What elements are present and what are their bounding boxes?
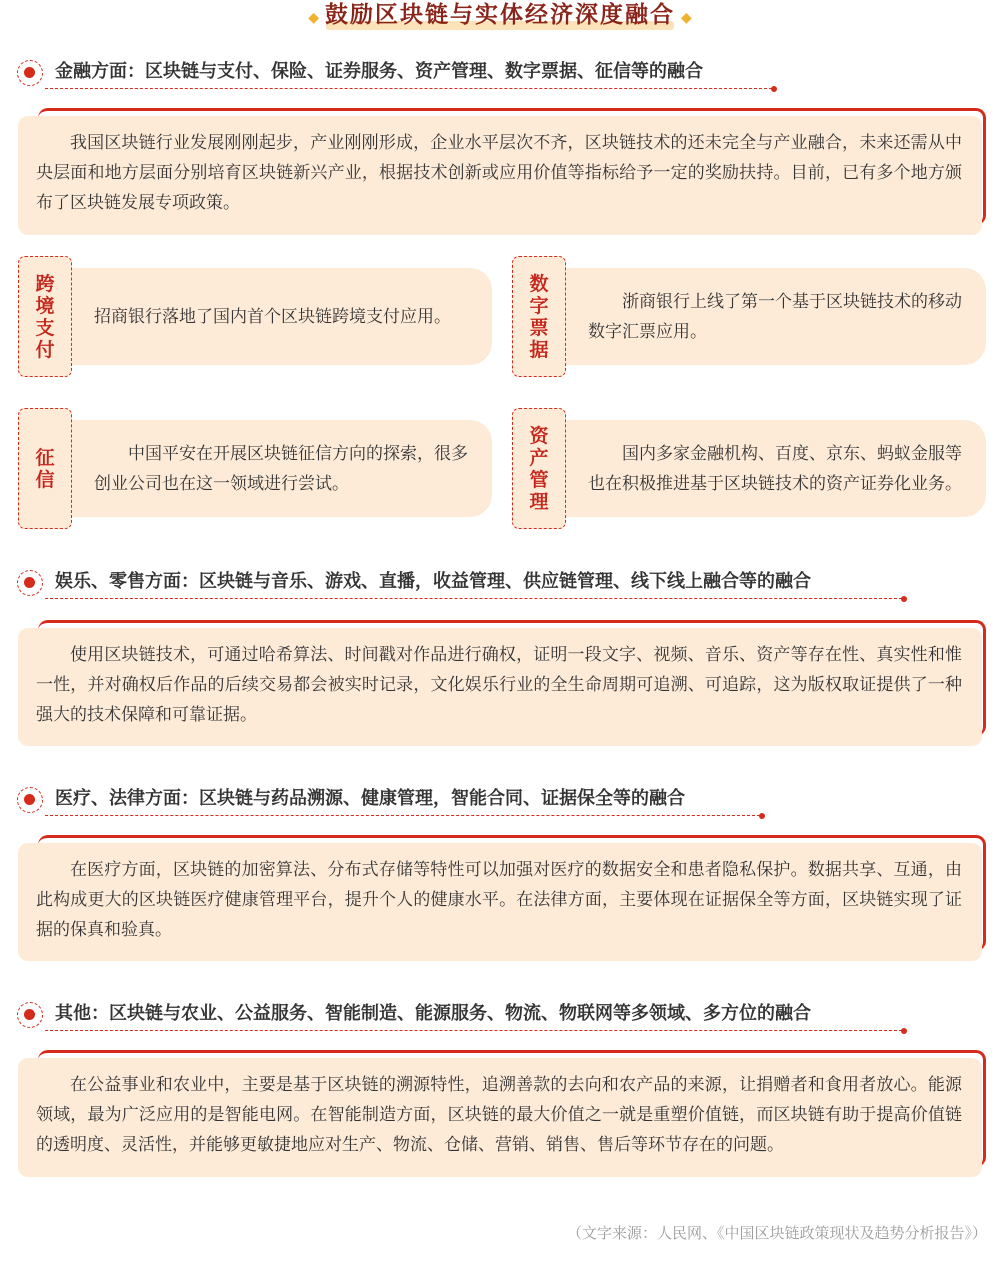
source-note: （文字来源：人民网、《中国区块链政策现状及趋势分析报告》） <box>566 1224 987 1242</box>
card-text-wrap <box>588 408 962 529</box>
underline-end-dot <box>901 596 907 602</box>
page-title-wrap <box>300 0 700 32</box>
card-text: 国内多家金融机构、百度、京东、蚂蚁金服等也在积极推进基于区块链技术的资产证券化业务。 <box>588 443 962 494</box>
dashed-underline <box>45 598 902 599</box>
bullet-icon <box>17 570 43 596</box>
section-heading-medical-legal <box>17 783 765 817</box>
card-text-wrap <box>94 256 468 377</box>
section-heading-finance <box>17 56 777 90</box>
section-body-other <box>18 1050 986 1177</box>
card-text-wrap <box>588 256 962 377</box>
section-heading-entertainment <box>17 566 907 600</box>
section-body-text: 使用区块链技术，可通过哈希算法、时间戳对作品进行确权，证明一段文字、视频、音乐、资产等存在性、真实性和惟一性，并对确权后作品的后续交易都会被实时记录，文化娱乐行业的全生命周期可追溯、可追踪，这为版权取证提供了一种强大的技术保障和可靠证据。 <box>36 645 962 725</box>
card-tag <box>18 256 72 377</box>
card-asset-management <box>512 408 986 529</box>
bullet-icon <box>17 1002 43 1028</box>
section-heading-label: 其他：区块链与农业、公益服务、智能制造、能源服务、物流、物联网等多领域、多方位的融合 <box>55 1003 811 1024</box>
bullet-icon <box>17 60 43 86</box>
diamond-icon: ◆ <box>308 9 319 26</box>
section-heading-label: 金融方面：区块链与支付、保险、证券服务、资产管理、数字票据、征信等的融合 <box>55 61 703 82</box>
card-tag <box>512 408 566 529</box>
section-heading-other <box>17 998 907 1032</box>
card-text: 中国平安在开展区块链征信方向的探索，很多创业公司也在这一领域进行尝试。 <box>94 443 468 494</box>
section-body-text: 我国区块链行业发展刚刚起步，产业刚刚形成，企业水平层次不齐，区块链技术的还未完全与产业融合，未来还需从中央层面和地方层面分别培育区块链新兴产业，根据技术创新或应用价值等指标给予一定的奖励扶持。目前，已有多个地方颁布了区块链发展专项政策。 <box>36 133 962 213</box>
card-digital-bills <box>512 256 986 377</box>
card-tag-label: 征信 <box>35 446 55 491</box>
page-title: 鼓励区块链与实体经济深度融合 <box>325 1 675 28</box>
card-tag <box>512 256 566 377</box>
card-tag-label: 跨境支付 <box>35 272 55 361</box>
card-cross-border-payment <box>18 256 492 377</box>
section-body-medical-legal <box>18 835 986 961</box>
underline-end-dot <box>759 813 765 819</box>
card-credit <box>18 408 492 529</box>
dashed-underline <box>45 815 760 816</box>
card-tag-label: 数字票据 <box>529 272 549 361</box>
section-body-finance <box>18 108 986 235</box>
card-tag <box>18 408 72 529</box>
section-heading-label: 娱乐、零售方面：区块链与音乐、游戏、直播，收益管理、供应链管理、线下线上融合等的融合 <box>55 571 811 592</box>
section-body-text: 在公益事业和农业中，主要是基于区块链的溯源特性，追溯善款的去向和农产品的来源，让捐赠者和食用者放心。能源领域，最为广泛应用的是智能电网。在智能制造方面，区块链的最大价值之一就是重塑价值链，而区块链有助于提高价值链的透明度、灵活性，并能够更敏捷地应对生产、物流、仓储、营销、销售、售后等环节存在的问题。 <box>36 1075 962 1155</box>
card-tag-label: 资产管理 <box>529 424 549 513</box>
section-body-text: 在医疗方面，区块链的加密算法、分布式存储等特性可以加强对医疗的数据安全和患者隐私保护。数据共享、互通，由此构成更大的区块链医疗健康管理平台，提升个人的健康水平。在法律方面，主要体现在证据保全等方面，区块链实现了证据的保真和验真。 <box>36 860 962 940</box>
card-text: 浙商银行上线了第一个基于区块链技术的移动数字汇票应用。 <box>588 291 962 342</box>
section-body-entertainment <box>18 620 986 746</box>
diamond-icon: ◆ <box>681 9 692 26</box>
card-text: 招商银行落地了国内首个区块链跨境支付应用。 <box>94 306 451 327</box>
bullet-icon <box>17 787 43 813</box>
underline-end-dot <box>771 86 777 92</box>
underline-end-dot <box>901 1028 907 1034</box>
dashed-underline <box>45 1030 902 1031</box>
section-heading-label: 医疗、法律方面：区块链与药品溯源、健康管理，智能合同、证据保全等的融合 <box>55 788 685 809</box>
dashed-underline <box>45 88 772 89</box>
card-text-wrap <box>94 408 468 529</box>
